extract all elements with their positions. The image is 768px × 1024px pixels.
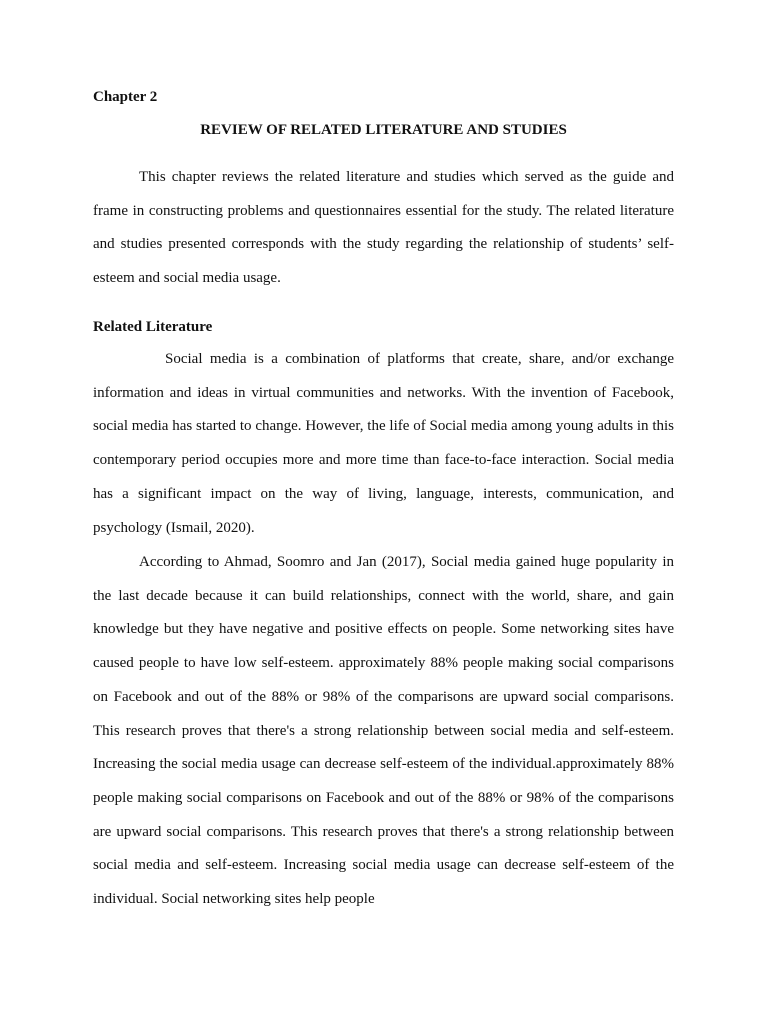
chapter-title: REVIEW OF RELATED LITERATURE AND STUDIES — [200, 122, 567, 138]
section-heading: Related Literature — [93, 319, 213, 335]
intro-paragraph: This chapter reviews the related literature and studies which served as the guide and frame in constructing problems and questionnaires essential for the study. The related literature and studies presented corresponds with the study regarding the relationship of students’ self-esteem and social media usage. — [93, 169, 674, 287]
body-paragraph: According to Ahmad, Soomro and Jan (2017), Social media gained huge popularity in the last decade because it can build relationships, connect with the world, share, and gain knowledge but they have negative and positive effects on people. Some networking sites have caused people to have low self-esteem. approximately 88% people making social comparisons on Facebook and out of the 88% or 98% of the comparisons are upward social comparisons. This research proves that there's a strong relationship between social media and self-esteem. Increasing the social media usage can decrease self-esteem of the individual.approximately 88% people making social comparisons on Facebook and out of the 88% or 98% of the comparisons are upward social comparisons. This research proves that there's a strong relationship between social media and self-esteem. Increasing social media usage can decrease self-esteem of the individual. Social networking sites help people — [93, 554, 674, 908]
chapter-label: Chapter 2 — [93, 89, 158, 105]
body-paragraph: Social media is a combination of platforms that create, share, and/or exchange information and ideas in virtual communities and networks. With the invention of Facebook, social media has started to change. However, the life of Social media among young adults in this contemporary period occupies more and more time than face-to-face interaction. Social media has a significant impact on the way of living, language, interests, communication, and psychology (Ismail, 2020). — [93, 351, 674, 536]
